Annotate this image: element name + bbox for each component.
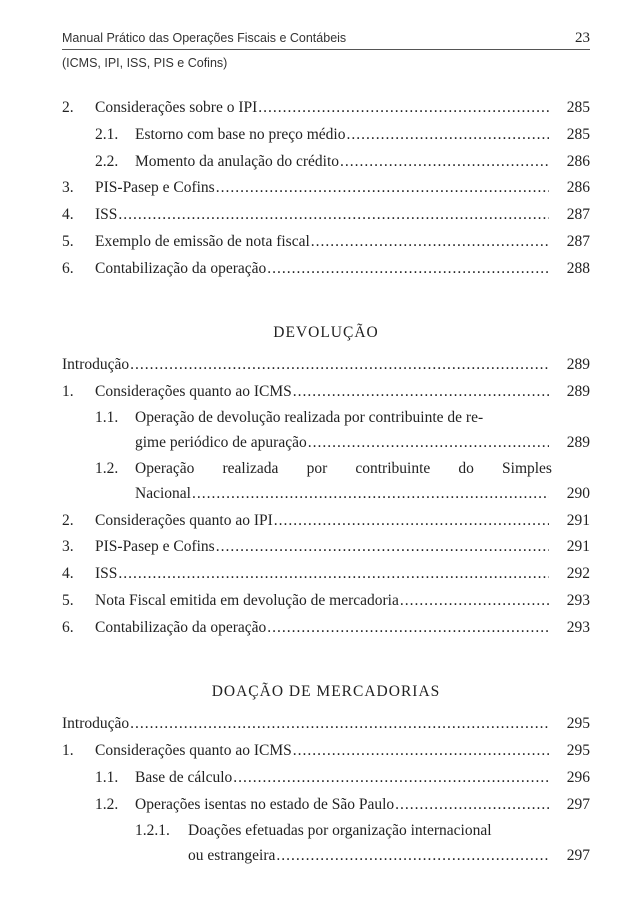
entry-number: 1.1.	[95, 408, 119, 426]
entry-number: 5.	[62, 232, 74, 250]
entry-title: ISS	[95, 565, 118, 583]
entry-number: 1.2.1.	[135, 821, 170, 839]
entry-page: 285	[566, 125, 590, 143]
entry-page: 287	[566, 206, 590, 224]
entry-title: Contabilização da operação	[95, 259, 267, 277]
entry-title: Contabilização da operação	[95, 618, 267, 636]
entry-number: 5.	[62, 591, 74, 609]
toc-entry	[62, 379, 590, 406]
dot-leader	[293, 379, 549, 406]
entry-page: 296	[566, 768, 590, 786]
entry-title: Operação realizada por contribuinte do Simples	[135, 459, 552, 477]
dot-leader	[258, 95, 549, 122]
toc-entry	[62, 819, 590, 843]
entry-number: 6.	[62, 259, 74, 277]
entry-number: 2.	[62, 99, 74, 116]
dot-leader	[308, 430, 549, 457]
entry-title: Considerações quanto ao ICMS	[95, 742, 292, 760]
dot-leader	[311, 229, 549, 256]
entry-page: 287	[566, 232, 590, 250]
entry-page: 290	[566, 484, 590, 502]
toc-entry	[62, 534, 590, 561]
entry-page: 297	[566, 846, 590, 864]
entry-title: Considerações sobre o IPI	[95, 99, 258, 116]
entry-number: 3.	[62, 179, 74, 197]
toc-entry	[62, 229, 590, 256]
entry-title: Momento da anulação do crédito	[135, 152, 340, 170]
entry-title: Nacional	[135, 484, 191, 502]
entry-page: 292	[566, 565, 590, 583]
entry-number: 1.1.	[95, 768, 119, 786]
entry-number: 1.2.	[95, 795, 119, 813]
dot-leader	[130, 352, 549, 379]
dot-leader	[395, 792, 549, 819]
entry-number: 4.	[62, 565, 74, 583]
toc-entry-continuation	[62, 843, 590, 870]
entry-title: ISS	[95, 206, 118, 224]
entry-number: 2.2.	[95, 152, 119, 170]
dot-leader	[400, 588, 549, 615]
entry-title: PIS-Pasep e Cofins	[95, 179, 215, 197]
book-subtitle: (ICMS, IPI, ISS, PIS e Cofins)	[62, 56, 228, 70]
toc-entry	[62, 711, 590, 738]
dot-leader	[192, 481, 549, 508]
toc-entry	[62, 738, 590, 765]
entry-number: 1.	[62, 383, 74, 401]
entry-number: 2.1.	[95, 125, 119, 143]
toc-entry	[62, 561, 590, 588]
running-header	[62, 30, 590, 70]
toc-entry	[62, 406, 590, 430]
toc-entry	[62, 792, 590, 819]
entry-page: 295	[566, 742, 590, 760]
dot-leader	[340, 149, 549, 176]
dot-leader	[216, 534, 549, 561]
entry-page: 285	[566, 99, 590, 116]
dot-leader	[233, 765, 549, 792]
toc-entry	[62, 615, 590, 642]
entry-title: Introdução	[62, 356, 130, 374]
entry-title: gime periódico de apuração	[135, 433, 307, 451]
dot-leader	[267, 256, 549, 283]
book-title: Manual Prático das Operações Fiscais e Contábeis	[62, 31, 347, 45]
entry-title: Operação de devolução realizada por contribuinte de re-	[135, 408, 484, 426]
header-rule	[62, 30, 590, 50]
entry-page: 293	[566, 591, 590, 609]
entry-title: Operações isentas no estado de São Paulo	[135, 795, 395, 813]
toc-entry	[62, 588, 590, 615]
toc-entry	[62, 508, 590, 535]
section-heading-doacao: DOAÇÃO DE MERCADORIAS	[211, 682, 441, 700]
entry-page: 291	[566, 511, 590, 529]
entry-title: Base de cálculo	[135, 768, 233, 786]
table-of-contents	[62, 95, 590, 869]
toc-entry	[62, 149, 590, 176]
entry-page: 293	[566, 618, 590, 636]
entry-title: PIS-Pasep e Cofins	[95, 538, 215, 556]
entry-number: 1.	[62, 742, 74, 760]
entry-page: 297	[566, 795, 590, 813]
toc-entry-continuation	[62, 430, 590, 457]
toc-entry	[62, 256, 590, 283]
entry-page: 288	[566, 259, 590, 277]
dot-leader	[346, 122, 549, 149]
entry-page: 291	[566, 538, 590, 556]
entry-number: 6.	[62, 618, 74, 636]
toc-entry	[62, 95, 590, 122]
toc-entry	[62, 122, 590, 149]
toc-entry	[62, 202, 590, 229]
dot-leader	[118, 561, 549, 588]
entry-page: 286	[566, 179, 590, 197]
entry-page: 289	[566, 383, 590, 401]
entry-number: 4.	[62, 206, 74, 224]
dot-leader	[118, 202, 549, 229]
entry-title: Considerações quanto ao IPI	[95, 511, 273, 529]
entry-title: ou estrangeira	[188, 846, 276, 864]
entry-title: Estorno com base no preço médio	[135, 125, 346, 143]
entry-number: 1.2.	[95, 459, 119, 477]
entry-page: 295	[566, 715, 590, 733]
dot-leader	[130, 711, 549, 738]
entry-number: 2.	[62, 511, 74, 529]
entry-title: Doações efetuadas por organização internacional	[188, 821, 492, 839]
entry-title: Introdução	[62, 715, 130, 733]
entry-number: 3.	[62, 538, 74, 556]
entry-title: Nota Fiscal emitida em devolução de mercadoria	[95, 591, 399, 609]
toc-entry	[62, 352, 590, 379]
entry-page: 289	[566, 433, 590, 451]
entry-page: 289	[566, 356, 590, 374]
toc-entry	[62, 175, 590, 202]
dot-leader	[267, 615, 549, 642]
page-number: 23	[575, 30, 590, 46]
toc-entry	[62, 765, 590, 792]
toc-entry	[62, 457, 590, 481]
dot-leader	[216, 175, 549, 202]
entry-page: 286	[566, 152, 590, 170]
entry-title: Exemplo de emissão de nota fiscal	[95, 232, 310, 250]
section-heading-devolucao: DEVOLUÇÃO	[273, 323, 379, 341]
dot-leader	[293, 738, 549, 765]
dot-leader	[274, 508, 549, 535]
entry-title: Considerações quanto ao ICMS	[95, 383, 292, 401]
dot-leader	[276, 843, 549, 870]
toc-entry-continuation	[62, 481, 590, 508]
